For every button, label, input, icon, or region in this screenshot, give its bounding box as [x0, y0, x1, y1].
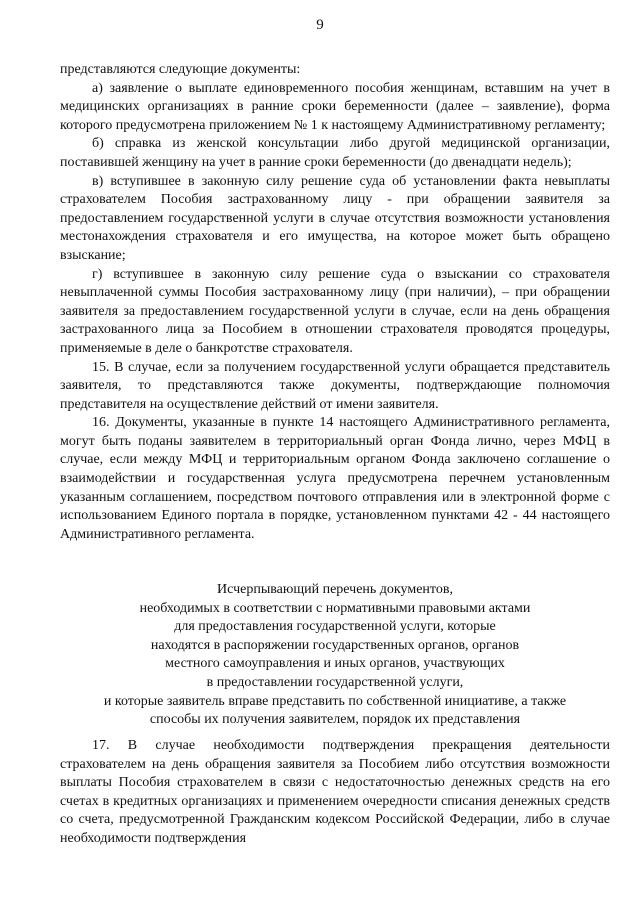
- heading-line: в предоставлении государственной услуги,: [206, 674, 464, 690]
- heading-line: способы их получения заявителем, порядок их представления: [149, 712, 521, 728]
- list-item-a: а) заявление о выплате единовременного пособия женщинам, вставшим на учет в медицинских организациях в ранние сроки беременности (далее – заявление), форма которого предусмотрена приложением № 1 к настоящему Административному регламенту;: [60, 80, 610, 133]
- list-item-b: б) справка из женской консультации либо другой медицинской организации, поставившей женщину на учет в ранние сроки беременности (до двенадцати недель);: [60, 136, 610, 170]
- heading-line: находятся в распоряжении государственных органов, органов: [150, 637, 520, 653]
- intro-line: представляются следующие документы:: [60, 62, 301, 77]
- section-heading: [60, 581, 610, 730]
- heading-line: для предоставления государственной услуги, которые: [174, 619, 496, 635]
- document-body: [60, 61, 610, 544]
- page-number: 9: [316, 17, 324, 33]
- paragraph-16: 16. Документы, указанные в пункте 14 настоящего Административного регламента, могут быть поданы заявителем в территориальный орган Фонда лично, через МФЦ в случае, если между МФЦ и территориальным органом Фонда заключено соглашение о взаимодействии и государственная услуга предусмотрена перечнем установленным указанным соглашением, посредством почтового отправления или в электронной форме с использованием Единого портала в порядке, установленном пунктами 42 - 44 настоящего Административного регламента.: [60, 415, 610, 542]
- heading-line: местного самоуправления и иных органов, участвующих: [165, 656, 505, 672]
- heading-line: необходимых в соответствии с нормативными правовыми актами: [139, 600, 531, 616]
- paragraph-17: 17. В случае необходимости подтверждения прекращения деятельности страхователем на день обращения заявителя за Пособием либо отсутствия возможности выплаты Пособия страхователем в связи с недостаточностью денежных средств на его счетах в кредитных организациях и применением очередности списания денежных средств со счета, предусмотренной Гражданским кодексом Российской Федерации, либо в случае необходимости подтверждения: [60, 738, 610, 846]
- document-body-continued: [60, 737, 610, 849]
- paragraph-15: 15. В случае, если за получением государственной услуги обращается представитель заявителя, то представляются также документы, подтверждающие полномочия представителя на осуществление действий от имени заявителя.: [60, 359, 610, 412]
- heading-line: и которые заявитель вправе представить по собственной инициативе, а также: [103, 693, 567, 709]
- heading-line: Исчерпывающий перечень документов,: [217, 582, 453, 597]
- list-item-g: г) вступившее в законную силу решение суда о взыскании со страхователя невыплаченной суммы Пособия застрахованному лицу (при наличии), – при обращении заявителя за предоставлением государственной услуги в случае, если на день обращения застрахованного лица за Пособием в отношении страхователя проводятся процедуры, применяемые в деле о банкротстве страхователя.: [60, 266, 610, 356]
- list-item-v: в) вступившее в законную силу решение суда об установлении факта невыплаты страхователем Пособия застрахованному лицу - при обращении заявителя за предоставлением государственной услуги в случае отсутствия возможности установления местонахождения страхователя и его имущества, на которое может быть обращено взыскание;: [60, 173, 610, 263]
